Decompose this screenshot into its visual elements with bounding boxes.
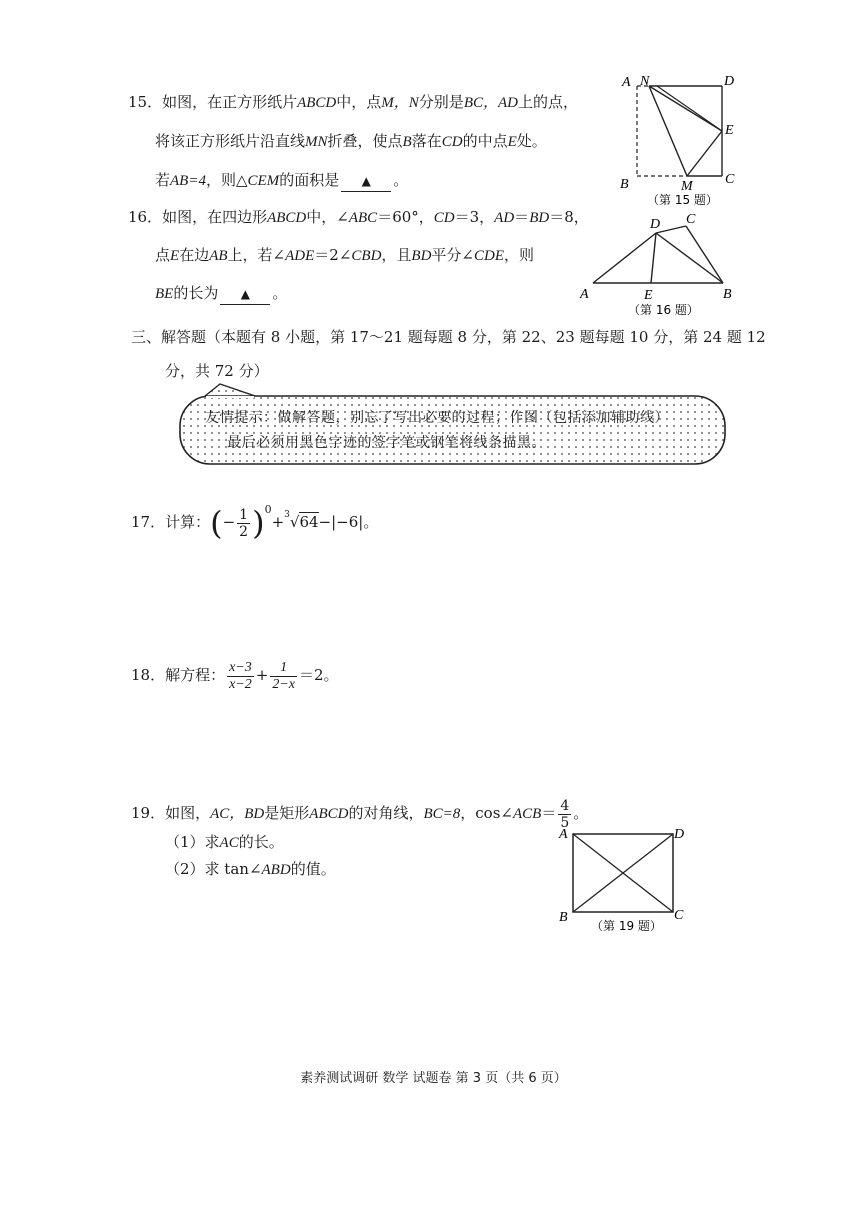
q19-caption: （第 19 题） [591,919,662,933]
tip-line1: 友情提示：做解答题，别忘了写出必要的过程；作图（包括添加辅助线） [205,410,669,426]
section3-heading-line2: 分，共 72 分） [165,362,269,380]
q16-line2: 点E在边AB上，若∠ADE＝2∠CBD，且BD平分∠CDE，则 [155,246,535,264]
q16-label-A: A [580,287,589,302]
q15-line1: 15．如图，在正方形纸片ABCD中，点M，N分别是BC，AD上的点， [128,93,578,111]
section3-heading: 三、解答题（本题有 8 小题，第 17～21 题每题 8 分，第 22、23 题每题 10 分，第 24 题 12 [131,328,766,346]
q15-caption: （第 15 题） [647,193,718,207]
q16-label-D: D [650,217,661,232]
tip-line2: 最后必须用黑色字迹的签字笔或钢笔将线条描黑。 [227,435,546,451]
q15-label-A: A [622,75,631,90]
q16-label-C: C [686,212,696,227]
q19-line1: 19．如图，AC，BD是矩形ABCD的对角线，BC=8，cos∠ACB＝ $\frac{4}{5}$ 。 [131,797,589,831]
q19-label-C: C [674,908,684,923]
q19-label-D: D [674,827,685,842]
q16-label-E: E [644,288,653,303]
q15-label-C: C [725,172,735,187]
q16-caption: （第 16 题） [628,303,699,317]
q16-label-B: B [723,287,732,302]
q16-figure [578,208,738,318]
q15-label-B: B [620,177,629,192]
q15-line3: 若AB=4，则△CEM的面积是 ▲ 。 [155,170,408,192]
q15-label-E: E [725,123,734,138]
q16-answer-blank: ▲ [220,283,270,305]
q19-label-A: A [559,827,568,842]
q15-line2: 将该正方形纸片沿直线MN折叠，使点B落在CD的中点E处。 [155,132,547,150]
q15-answer-blank: ▲ [341,170,391,192]
q19-figure [555,820,695,940]
q16-line1: 16．如图，在四边形ABCD中，∠ABC＝60°，CD＝3，AD＝BD＝8， [128,208,589,226]
q16-line3: BE的长为 ▲ 。 [155,283,287,305]
q15-label-D: D [724,74,735,89]
q15-label-N: N [640,74,650,89]
q19-sub1: （1）求AC的长。 [165,833,284,851]
q19-sub2: （2）求 tan∠ABD的值。 [165,860,336,878]
q17: 17．计算：(− $\frac{1}{2}$ )$^0$+$^3$√64−|−6|。 [131,503,379,542]
q15-figure [612,66,742,211]
page-footer: 素养测试调研 数学 试题卷 第 3 页（共 6 页） [300,1071,567,1086]
q19-label-B: B [559,910,568,925]
q15-label-M: M [681,179,693,194]
q18: 18．解方程： $\frac{x-3}{x-2}$ + $\frac{1}{2-x}$ ＝2。 [131,659,339,692]
